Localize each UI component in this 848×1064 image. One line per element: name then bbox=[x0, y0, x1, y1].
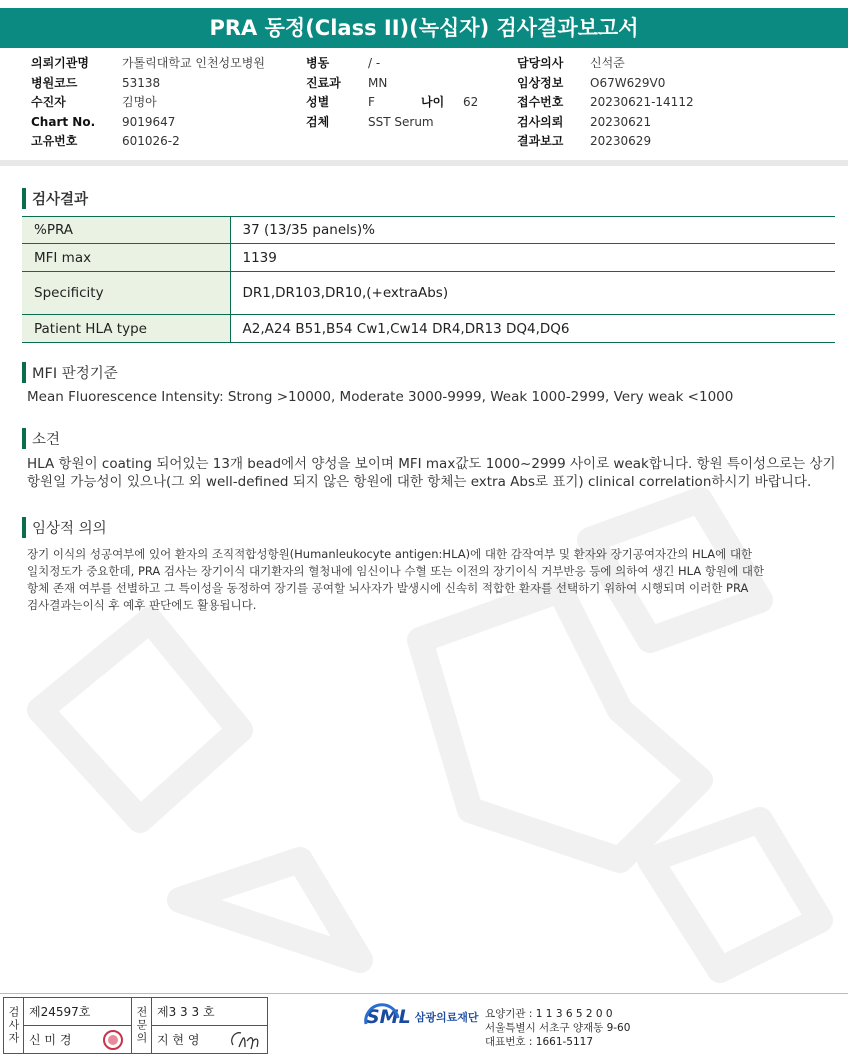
heading-bar bbox=[22, 428, 26, 449]
patient-info-col1 bbox=[31, 54, 265, 152]
section-title: 검사결과 bbox=[32, 191, 89, 208]
info-label: 검사의뢰 bbox=[517, 114, 564, 129]
section-clinical-heading bbox=[22, 516, 107, 538]
signature-box bbox=[3, 997, 268, 1054]
info-label: Chart No. bbox=[31, 114, 96, 129]
table-row bbox=[22, 244, 835, 272]
info-row bbox=[306, 93, 478, 113]
info-value: 김명아 bbox=[122, 95, 157, 109]
info-row bbox=[306, 54, 478, 74]
specialist-license: 제3 3 3 호 bbox=[152, 998, 267, 1026]
section-mfi-heading bbox=[22, 361, 118, 383]
info-label: 검체 bbox=[306, 114, 330, 129]
info-value: 53138 bbox=[122, 75, 161, 90]
info-value: F bbox=[368, 95, 375, 109]
row-value: A2,A24 B51,B54 Cw1,Cw14 DR4,DR13 DQ4,DQ6 bbox=[230, 315, 835, 343]
info-row bbox=[306, 113, 478, 133]
specialist-name-row bbox=[152, 1026, 267, 1054]
info-label: 수진자 bbox=[31, 95, 66, 109]
age-value: 62 bbox=[463, 95, 479, 109]
institution-address bbox=[485, 1007, 630, 1049]
info-label: 접수번호 bbox=[517, 95, 564, 109]
info-row bbox=[31, 113, 265, 133]
info-row bbox=[306, 74, 478, 94]
info-value: 신석준 bbox=[590, 56, 625, 70]
info-row bbox=[517, 93, 694, 113]
info-label: 의뢰기관명 bbox=[31, 56, 89, 70]
info-value: 가톨릭대학교 인천성모병원 bbox=[122, 56, 265, 70]
address-line: 대표번호 : 1661-5117 bbox=[485, 1036, 594, 1048]
table-row bbox=[22, 272, 835, 315]
row-value: DR1,DR103,DR10,(+extraAbs) bbox=[230, 272, 835, 315]
table-row bbox=[22, 217, 835, 244]
info-row bbox=[517, 113, 694, 133]
info-value: / - bbox=[368, 56, 381, 70]
info-value: 9019647 bbox=[122, 114, 176, 129]
inspector-license: 제24597호 bbox=[24, 998, 131, 1026]
address-line: 요양기관 : 1 1 3 6 5 2 0 0 bbox=[485, 1008, 613, 1020]
logo-subtext: 삼광의료재단 bbox=[414, 1011, 479, 1024]
info-label: 고유번호 bbox=[31, 134, 78, 148]
clinical-line: 항체 존재 여부를 선별하고 그 특이성을 동정하여 장기를 공여할 뇌사자가 발생시에 신속히 적합한 환자를 선택하기 위하여 시행되며 이러한 PRA bbox=[27, 581, 749, 595]
info-label: 진료과 bbox=[306, 75, 341, 90]
section-title: 소견 bbox=[32, 431, 61, 448]
result-table bbox=[22, 216, 835, 343]
address-line: 서울특별시 서초구 양재동 9-60 bbox=[485, 1022, 631, 1034]
info-label: 결과보고 bbox=[517, 134, 564, 148]
info-row bbox=[31, 54, 265, 74]
info-row bbox=[517, 54, 694, 74]
row-key: MFI max bbox=[22, 244, 230, 272]
specialist-name: 지 현 영 bbox=[157, 1033, 200, 1047]
inspector-name-row bbox=[24, 1026, 131, 1054]
logo-text: SML bbox=[366, 1006, 411, 1028]
patient-info-col2 bbox=[306, 54, 478, 132]
clinical-line: 검사결과는이식 후 예후 판단에도 활용됩니다. bbox=[27, 598, 257, 612]
row-value: 1139 bbox=[230, 244, 835, 272]
table-row bbox=[22, 315, 835, 343]
heading-bar bbox=[22, 517, 26, 538]
logo-arc-icon bbox=[362, 1002, 402, 1042]
info-row bbox=[31, 93, 265, 113]
heading-bar bbox=[22, 188, 26, 209]
section-title: 임상적 의의 bbox=[32, 520, 107, 537]
section-title: MFI 판정기준 bbox=[32, 365, 118, 382]
info-value: SST Serum bbox=[368, 114, 434, 129]
inspector-name: 신 미 경 bbox=[29, 1033, 72, 1047]
specialist-label: 전문의 bbox=[132, 998, 152, 1053]
patient-info-col3 bbox=[517, 54, 694, 152]
report-title: PRA 동정(Class II)(녹십자) 검사결과보고서 bbox=[0, 8, 848, 48]
inspector-cell bbox=[24, 998, 132, 1053]
info-label: 성별 bbox=[306, 95, 330, 109]
clinical-line: 일치정도가 중요한데, PRA 검사는 장기이식 대기환자의 혈청내에 임신이나 수혈 또는 이전의 장기이식 거부반응 등에 의하여 생긴 HLA 항원에 대한 bbox=[27, 564, 765, 578]
info-value: 601026-2 bbox=[122, 134, 180, 148]
clinical-significance-text bbox=[27, 546, 817, 614]
info-label: 임상정보 bbox=[517, 75, 564, 90]
sml-logo bbox=[366, 1006, 478, 1028]
opinion-line: 항원일 가능성이 있으나(그 외 well-defined 되지 않은 항원에 대한 항체는 extra Abs로 표기) clinical correlation하시기 바랍니다. bbox=[27, 473, 812, 490]
info-value: 20230621-14112 bbox=[590, 95, 694, 109]
info-label: 병동 bbox=[306, 56, 330, 70]
signature-icon bbox=[227, 1027, 261, 1053]
info-row bbox=[517, 132, 694, 152]
info-value: O67W629V0 bbox=[590, 75, 666, 90]
info-label: 병원코드 bbox=[31, 75, 78, 90]
info-value: 20230621 bbox=[590, 114, 652, 129]
row-key: Patient HLA type bbox=[22, 315, 230, 343]
opinion-text bbox=[27, 456, 836, 491]
inspector-label: 검사자 bbox=[4, 998, 24, 1053]
seal-stamp-icon bbox=[103, 1030, 123, 1050]
specialist-cell bbox=[152, 998, 267, 1053]
info-row bbox=[31, 132, 265, 152]
info-row bbox=[517, 74, 694, 94]
section-result-heading bbox=[22, 187, 88, 209]
info-value: MN bbox=[368, 75, 388, 90]
section-opinion-heading bbox=[22, 427, 60, 449]
row-key: %PRA bbox=[22, 217, 230, 244]
header-separator bbox=[0, 160, 848, 166]
footer-divider bbox=[0, 993, 848, 994]
info-row bbox=[31, 74, 265, 94]
clinical-line: 장기 이식의 성공여부에 있어 환자의 조직적합성항원(Humanleukocyte antigen:HLA)에 대한 감작여부 및 환자와 장기공여자간의 HLA에 대한 bbox=[27, 547, 753, 561]
age-label: 나이 bbox=[421, 95, 445, 109]
info-label: 담당의사 bbox=[517, 56, 564, 70]
row-value: 37 (13/35 panels)% bbox=[230, 217, 835, 244]
info-value: 20230629 bbox=[590, 134, 652, 148]
row-key: Specificity bbox=[22, 272, 230, 315]
mfi-criteria-text: Mean Fluorescence Intensity: Strong >10000, Moderate 3000-9999, Weak 1000-2999, Very weak <1000 bbox=[27, 389, 734, 405]
heading-bar bbox=[22, 362, 26, 383]
opinion-line: HLA 항원이 coating 되어있는 13개 bead에서 양성을 보이며 MFI max값도 1000~2999 사이로 weak합니다. 항원 특이성으로는 상기 bbox=[27, 456, 836, 472]
